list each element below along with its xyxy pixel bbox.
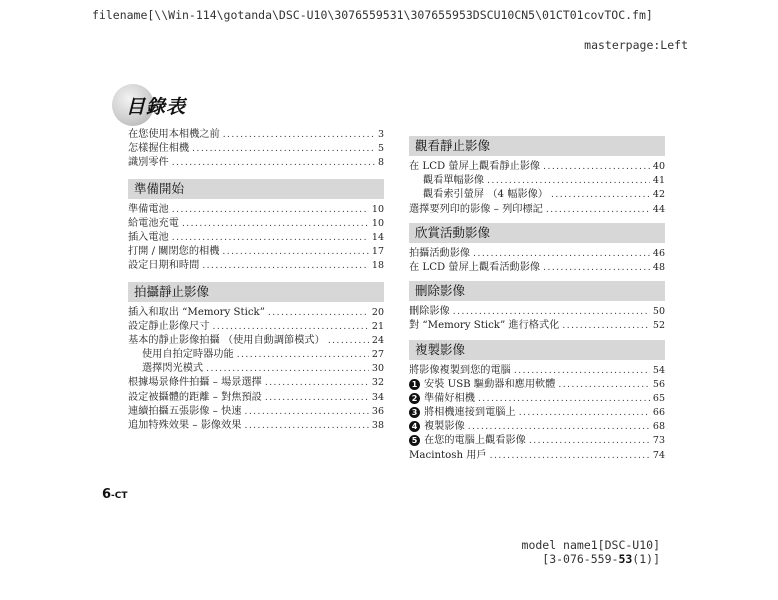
toc-entry-page: 5 [377,143,384,155]
toc-entry-page: 17 [371,246,384,258]
toc-entry-page: 27 [371,349,384,361]
toc-entry-text: 在您的電腦上觀看影像 [424,435,526,447]
toc-entry-page: 14 [371,231,384,243]
toc-entry[interactable] [409,261,665,275]
leader-dots [551,188,650,202]
toc-entry[interactable] [128,320,384,334]
toc-entry[interactable] [409,420,665,434]
page-number-value: 6 [102,487,112,502]
toc-entry-page: 65 [652,392,665,404]
leader-dots [478,392,650,406]
toc-entry[interactable] [128,217,384,231]
toc-entry-text: 準備好相機 [424,392,475,404]
toc-entry-label: 設定靜止影像尺寸 [128,320,210,332]
toc-entry-label: 選擇要列印的影像 – 列印標記 [409,203,543,215]
toc-entry-page: 74 [652,449,665,461]
toc-entry[interactable] [128,231,384,245]
toc-entry-label [409,420,465,434]
toc-entry-page: 30 [371,363,384,375]
leader-dots [172,231,369,245]
toc-entry-page: 54 [652,364,665,376]
toc-entry-label: 刪除影像 [409,306,450,318]
page-title: 目錄表 [126,96,187,118]
toc-entry-label: 將影像複製到您的電腦 [409,364,511,376]
toc-entry-page: 10 [371,203,384,215]
toc-entry-page: 10 [371,217,384,229]
leader-dots [202,259,369,273]
leader-dots [172,203,369,217]
toc-entry-text: 複製影像 [424,421,465,433]
toc-entry-page: 41 [652,175,665,187]
toc-entry-text: 將相機連接到電腦上 [424,407,516,419]
toc-entry-label: 設定被攝體的距離 – 對焦預設 [128,391,262,403]
toc-entry-page: 34 [371,391,384,403]
leader-dots [328,334,369,348]
leader-dots [543,160,650,174]
toc-entry-page: 3 [377,129,384,140]
section-heading-viewing-still: 觀看靜止影像 [409,136,665,156]
toc-entry[interactable] [128,245,384,259]
toc-entry-page: 24 [371,334,384,346]
toc-entry[interactable] [128,259,384,273]
toc-entry-label: 追加特殊效果 – 影像效果 [128,420,242,431]
model-code-bold: 53 [618,552,633,566]
toc-entry-label: 在您使用本相機之前 [128,129,220,140]
toc-entry-label [409,392,475,406]
toc-entry[interactable] [409,319,665,333]
toc-entry[interactable] [128,128,384,142]
toc-entry-label: 選擇閃光模式 [142,363,204,375]
toc-entry-page: 66 [652,407,665,419]
leader-dots [529,434,650,448]
leader-dots [468,420,650,434]
page-number [102,487,128,502]
model-code-suffix: (1)] [632,552,660,566]
toc-entry[interactable] [128,306,384,320]
toc-entry[interactable] [128,203,384,217]
section-heading-movies: 欣賞活動影像 [409,223,665,243]
toc-entry-page: 8 [377,157,384,169]
toc-entry-label: 打開 / 關閉您的相機 [128,246,220,258]
leader-dots [265,391,369,405]
model-code-line [522,552,660,566]
toc-entry-label: 觀看索引螢屏 （4 幅影像） [423,189,549,201]
toc-entry[interactable] [128,405,384,419]
toc-entry[interactable] [409,160,665,174]
leader-dots [237,348,369,362]
toc-entry-label [409,406,516,420]
leader-dots [268,306,369,320]
leader-dots [265,376,369,390]
toc-entry-page: 56 [652,378,665,390]
toc-entry[interactable] [128,142,384,156]
toc-entry-label [409,434,526,448]
leader-dots [244,419,368,433]
leader-dots [453,305,650,319]
model-footer [522,538,660,566]
leader-dots [490,449,650,463]
toc-entry-label: 觀看單幅影像 [423,175,485,187]
toc-entry-page: 52 [652,320,665,332]
toc-entry-page: 44 [652,203,665,215]
toc-entry[interactable] [409,247,665,261]
toc-entry[interactable] [128,419,384,433]
toc-entry-label: 插入和取出 “Memory Stick” [128,306,265,318]
toc-entry-label: 怎樣握住相機 [128,143,190,155]
filename-header: filename[\\Win-114\gotanda\DSC-U10\3076559531\307655953DSCU10CN5\01CT01covTOC.fm] [92,8,653,22]
toc-entry[interactable] [409,203,665,217]
toc-right-column [409,136,665,463]
toc-entry[interactable] [128,334,384,348]
section-heading-shooting-still: 拍攝靜止影像 [128,282,384,302]
toc-entry-label: 基本的靜止影像拍攝 （使用自動調節模式） [128,334,325,346]
toc-entry-page: 38 [371,420,384,431]
toc-entry[interactable] [409,305,665,319]
toc-entry-page: 40 [652,161,665,172]
step-number-icon: 4 [409,421,420,432]
leader-dots [546,203,650,217]
toc-entry[interactable] [128,362,384,376]
toc-entry-label: 給電池充電 [128,217,179,229]
step-number-icon: 1 [409,379,420,390]
model-code-prefix: [3-076-559- [542,552,619,566]
leader-dots [562,319,650,333]
toc-entry[interactable] [128,348,384,362]
toc-entry-page: 46 [652,247,665,259]
leader-dots [206,362,369,376]
toc-entry-label: 根據場景條件拍攝 – 場景選擇 [128,377,262,389]
toc-entry[interactable] [409,434,665,448]
toc-entry-page: 48 [652,261,665,273]
toc-entry[interactable] [128,156,384,170]
toc-entry-label: 在 LCD 螢屏上觀看靜止影像 [409,161,541,172]
toc-entry-page: 18 [371,260,384,272]
toc-entry-page: 32 [371,377,384,389]
toc-entry-label: 使用自拍定時器功能 [142,349,234,361]
section-heading-getting-started: 準備開始 [128,179,384,199]
leader-dots [192,142,375,156]
toc-entry-page: 73 [652,435,665,447]
toc-entry-page: 21 [371,320,384,332]
toc-entry[interactable] [409,406,665,420]
toc-entry-label: 準備電池 [128,203,169,215]
toc-entry[interactable] [409,392,665,406]
leader-dots [182,217,369,231]
model-name-line: model name1[DSC-U10] [521,538,660,552]
toc-entry-label: 設定日期和時間 [128,260,200,272]
step-number-icon: 2 [409,393,420,404]
toc-left-column [128,128,384,433]
toc-entry-label: 在 LCD 螢屏上觀看活動影像 [409,261,541,273]
leader-dots [514,364,650,378]
toc-entry[interactable] [128,376,384,390]
toc-entry-page: 42 [652,189,665,201]
toc-entry[interactable] [409,378,665,392]
toc-entry-label [409,378,555,392]
masterpage-label: masterpage:Left [584,38,688,52]
toc-entry-label: Macintosh 用戶 [409,449,487,461]
section-heading-deleting: 刪除影像 [409,281,665,301]
toc-entry-label: 連續拍攝五張影像 – 快速 [128,405,242,417]
toc-title-block [112,84,187,128]
toc-entry-label: 拍攝活動影像 [409,247,471,259]
toc-entry-page: 20 [371,306,384,318]
leader-dots [213,320,369,334]
section-heading-copying: 複製影像 [409,340,665,360]
toc-entry[interactable] [409,174,665,188]
leader-dots [244,405,368,419]
toc-entry-page: 68 [652,421,665,433]
leader-dots [487,174,650,188]
leader-dots [558,378,650,392]
leader-dots [223,128,375,142]
toc-entry[interactable] [128,391,384,405]
toc-entry-page: 50 [652,306,665,318]
toc-entry-page: 36 [371,405,384,417]
toc-entry-label: 插入電池 [128,231,169,243]
leader-dots [172,156,375,170]
toc-entry[interactable] [409,364,665,378]
leader-dots [543,261,650,275]
leader-dots [473,247,650,261]
toc-entry[interactable] [409,449,665,463]
toc-entry-text: 安裝 USB 驅動器和應用軟體 [424,378,556,390]
toc-entry-label: 識別零件 [128,157,169,169]
toc-entry-label: 對 “Memory Stick” 進行格式化 [409,320,560,332]
toc-entry[interactable] [409,188,665,202]
leader-dots [222,245,368,259]
leader-dots [519,406,650,420]
step-number-icon: 5 [409,435,420,446]
page-number-suffix: -CT [111,491,128,501]
step-number-icon: 3 [409,407,420,418]
